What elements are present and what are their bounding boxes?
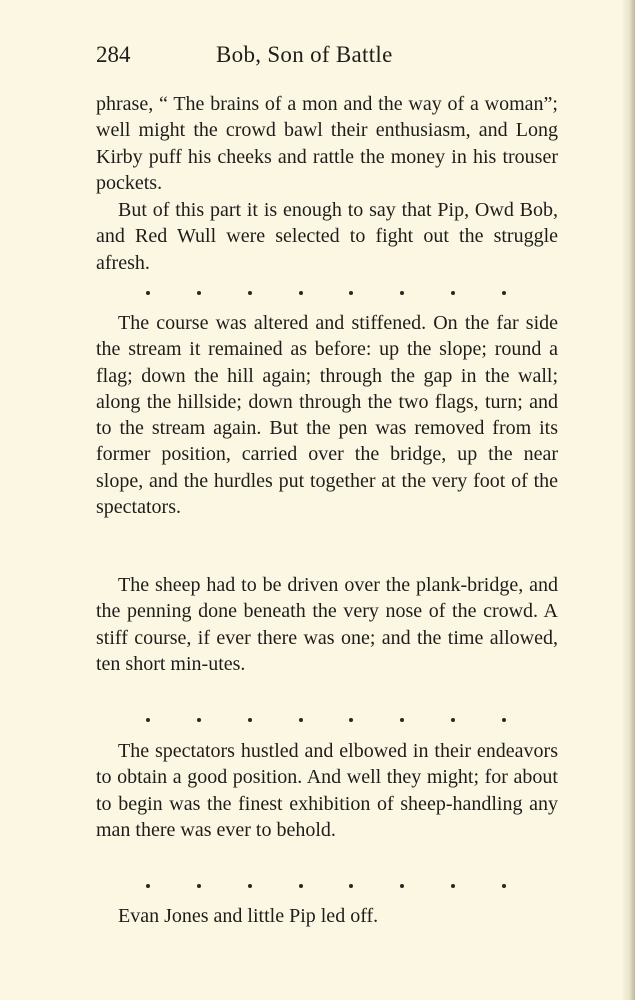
dot — [502, 718, 506, 722]
dot — [299, 884, 303, 888]
section-break-dots — [146, 881, 506, 891]
dot — [400, 884, 404, 888]
page-edge-shadow — [621, 0, 635, 1000]
dot — [400, 718, 404, 722]
paragraph-6: Evan Jones and little Pip led off. — [118, 905, 379, 927]
dot — [400, 291, 404, 295]
dot — [349, 718, 353, 722]
dot — [451, 884, 455, 888]
dot — [197, 718, 201, 722]
page-header — [96, 40, 556, 74]
dot — [451, 291, 455, 295]
section-break-dots — [146, 288, 506, 298]
dot — [146, 884, 150, 888]
dot — [299, 291, 303, 295]
page-number: 284 — [96, 42, 131, 67]
dot — [502, 291, 506, 295]
dot — [349, 291, 353, 295]
dot — [146, 718, 150, 722]
dot — [146, 291, 150, 295]
running-title: Bob, Son of Battle — [216, 42, 393, 67]
dot — [451, 718, 455, 722]
paragraph-1: phrase, “ The brains of a mon and the way of a woman”; well might the crowd bawl their enthusiasm, and Long Kirby puff his cheeks and rattle the money in his trouser pockets. — [96, 93, 558, 194]
paragraph-3: The course was altered and stiffened. On the far side the stream it remained as before: up the slope; round a flag; down the hill again; through the gap in the wall; along the hillside; down through the two flags, turn; and to the stream again. But the pen was removed from its former position, carried over the bridge, up the near slope, and the hurdles put together at the very foot of the spectators. — [96, 312, 558, 519]
dot — [349, 884, 353, 888]
dot — [502, 884, 506, 888]
dot — [248, 291, 252, 295]
dot — [197, 884, 201, 888]
paragraph-2: But of this part it is enough to say that Pip, Owd Bob, and Red Wull were selected to fight out the struggle afresh. — [96, 199, 558, 274]
paragraph-5: The spectators hustled and elbowed in their endeavors to obtain a good position. And well they might; for about to begin was the finest exhibition of sheep-handling any man there was ever to behold. — [96, 740, 558, 841]
dot — [299, 718, 303, 722]
paragraph-4: The sheep had to be driven over the plank-bridge, and the penning done beneath the very nose of the crowd. A stiff course, if ever there was one; and the time allowed, ten short min-utes. — [96, 574, 558, 675]
dot — [197, 291, 201, 295]
dot — [248, 884, 252, 888]
dot — [248, 718, 252, 722]
section-break-dots — [146, 715, 506, 725]
